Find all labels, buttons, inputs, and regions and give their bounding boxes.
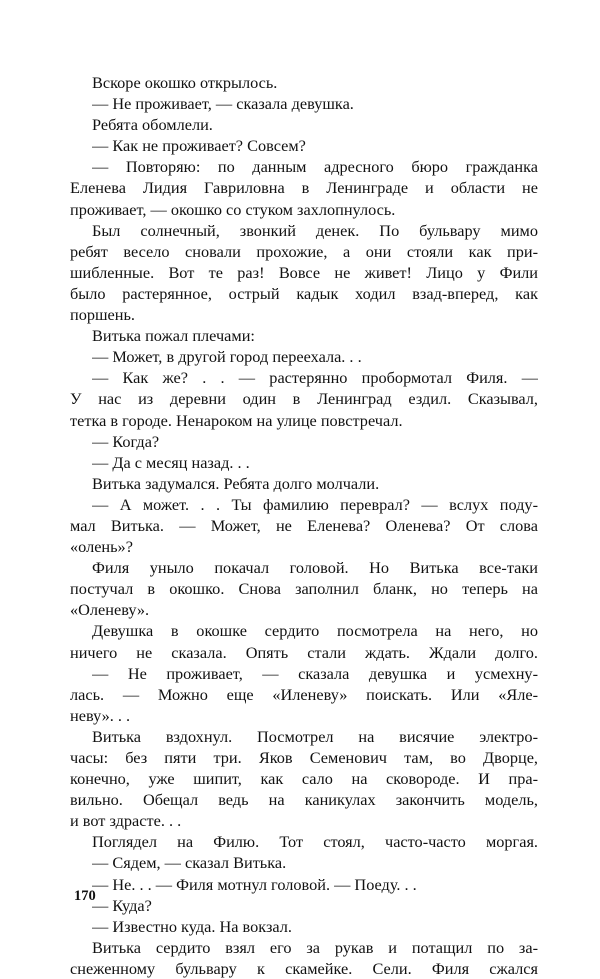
- text-line: поршень.: [70, 305, 135, 325]
- text-line: — Как же? . . — растерянно пробормотал Филя. —: [92, 368, 538, 388]
- text-line: ребят весело сновали прохожие, а они стояли как при-: [70, 241, 538, 261]
- text-line: Витька сердито взял его за рукав и потащил по за-: [92, 937, 538, 957]
- text-line: постучал в окошко. Снова заполнил бланк, но теперь на: [70, 579, 538, 599]
- text-line: Вскоре окошко открылось.: [92, 73, 278, 92]
- text-line: Витька задумался. Ребята долго молчали.: [92, 473, 380, 493]
- text-line: лась. — Можно еще «Иленеву» поискать. Или «Яле-: [70, 684, 538, 704]
- text-line: Витька вздохнул. Посмотрел на висячие электро-: [92, 726, 538, 746]
- text-line: было растерянное, острый кадык ходил взад-вперед, как: [70, 283, 538, 303]
- text-line: «олень»?: [70, 537, 133, 557]
- page-number: 170: [74, 888, 96, 904]
- text-line: вильно. Обещал ведь на каникулах закончить модель,: [70, 790, 538, 810]
- text-line: Девушка в окошке сердито посмотрела на него, но: [92, 621, 538, 641]
- text-line: тетка в городе. Ненароком на улице повстречал.: [70, 410, 403, 430]
- text-line: Филя уныло покачал головой. Но Витька все-таки: [92, 558, 538, 578]
- text-line: и вот здрасте. . .: [70, 811, 182, 831]
- text-line: — Сядем, — сказал Витька.: [92, 853, 287, 873]
- text-line: — Может, в другой город переехала. . .: [92, 347, 362, 367]
- text-line: шибленные. Вот те раз! Вовсе не живет! Лицо у Фили: [70, 262, 538, 282]
- text-line: конечно, уже шипит, как сало на сковороде. И пра-: [70, 769, 538, 789]
- text-line: — Когда?: [92, 431, 160, 451]
- text-line: снеженному бульвару к скамейке. Сели. Филя сжался: [70, 958, 538, 978]
- text-line: Был солнечный, звонкий денек. По бульвару мимо: [92, 220, 538, 240]
- text-line: ничего не сказала. Опять стали ждать. Ждали долго.: [70, 642, 538, 662]
- text-line: Поглядел на Филю. Тот стоял, часто-часто моргая.: [92, 832, 538, 852]
- text-line: неву». . .: [70, 705, 131, 725]
- text-line: — Известно куда. На вокзал.: [92, 916, 292, 936]
- text-line: мал Витька. — Может, не Еленева? Оленева? От слова: [70, 515, 538, 535]
- text-line: проживает, — окошко со стуком захлопнулось.: [70, 199, 396, 219]
- text-line: — Не проживает, — сказала девушка.: [92, 94, 354, 114]
- text-line: — Да с месяц назад. . .: [92, 452, 250, 472]
- text-line: У нас из деревни один в Ленинград ездил. Сказывал,: [70, 389, 538, 409]
- text-line: Еленева Лидия Гавриловна в Ленинграде и области не: [70, 178, 538, 198]
- text-line: — А может. . . Ты фамилию переврал? — вслух поду-: [92, 494, 538, 514]
- text-line: Ребята обомлели.: [92, 115, 213, 135]
- text-line: «Оленеву».: [70, 600, 150, 620]
- text-line: Витька пожал плечами:: [92, 326, 255, 346]
- text-line: — Как не проживает? Совсем?: [92, 136, 306, 156]
- text-line: часы: без пяти три. Яков Семенович там, во Дворце,: [70, 748, 538, 767]
- text-line: — Куда?: [92, 895, 152, 915]
- text-line: — Не. . . — Филя мотнул головой. — Поеду. . .: [92, 874, 417, 894]
- text-line: — Повторяю: по данным адресного бюро гражданка: [92, 157, 538, 177]
- text-line: — Не проживает, — сказала девушка и усмехну-: [92, 663, 538, 683]
